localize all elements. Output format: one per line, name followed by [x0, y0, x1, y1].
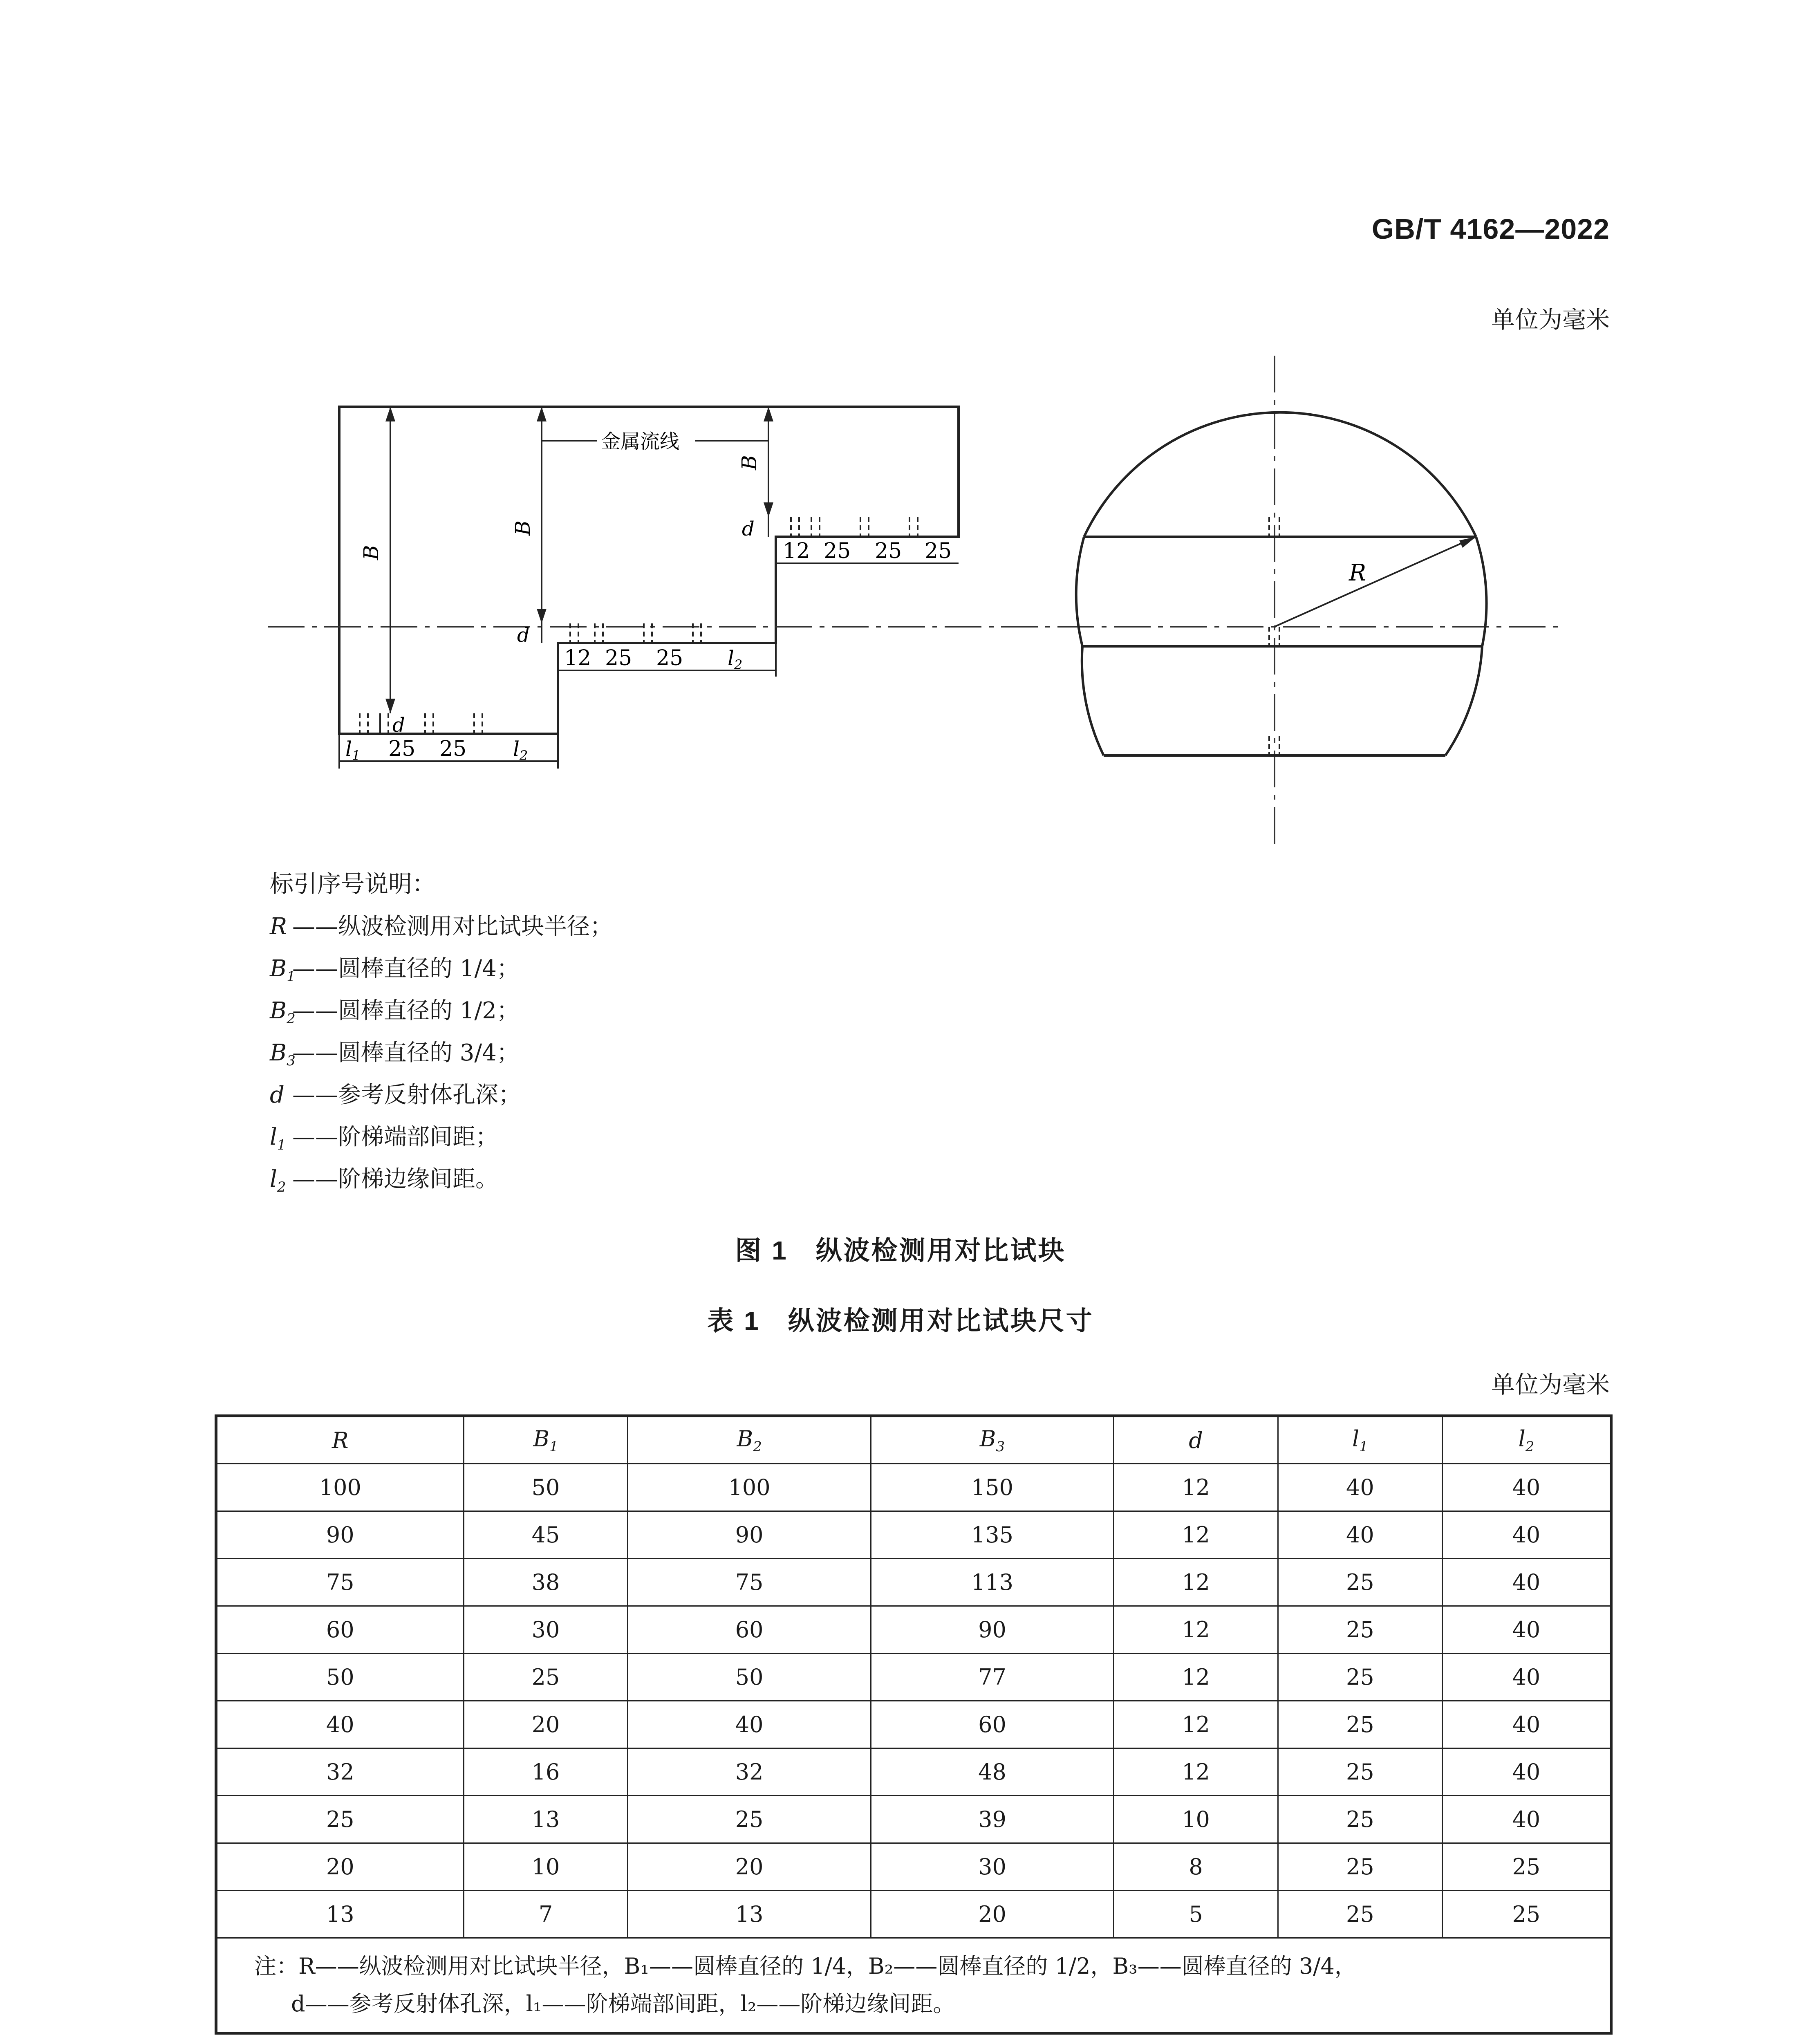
table-cell: 40	[1442, 1654, 1611, 1701]
table-cell: 90	[628, 1511, 871, 1559]
table-cell: 16	[464, 1748, 628, 1796]
b1-label: B	[737, 455, 761, 470]
step-block-outline	[339, 407, 959, 734]
unit-note-table: 单位为毫米	[1491, 1371, 1610, 1399]
metal-flow-label: 金属流线	[601, 430, 680, 453]
table-cell: 12	[1114, 1511, 1278, 1559]
table-cell: 75	[628, 1559, 871, 1606]
table-cell: 32	[216, 1748, 464, 1796]
unit-note-figure: 单位为毫米	[1491, 306, 1610, 334]
table-cell: 48	[871, 1748, 1113, 1796]
table-cell: 100	[216, 1464, 464, 1511]
dim-middle-2: 25	[656, 646, 683, 670]
b3-label: B	[359, 545, 383, 560]
table-cell: 30	[871, 1843, 1113, 1891]
legend-item-b3: $B_3$ ——圆棒直径的 3/4；	[270, 1040, 520, 1069]
dim-upper-3: 25	[925, 539, 952, 563]
table-cell: 25	[1278, 1559, 1442, 1606]
l2-label-middle: $l_2$	[728, 646, 743, 672]
table-cell: 113	[871, 1559, 1113, 1606]
table-cell: 40	[1442, 1559, 1611, 1606]
dim-lower-0: 25	[388, 737, 416, 761]
table-cell: 25	[1278, 1843, 1442, 1891]
table-row	[216, 1843, 1611, 1891]
table-cell: 12	[1114, 1654, 1278, 1701]
l2-label-lower: $l_2$	[513, 737, 528, 763]
table-cell: 38	[464, 1559, 628, 1606]
table-cell: 10	[1114, 1796, 1278, 1843]
table-row	[216, 1891, 1611, 1938]
table-cell: 150	[871, 1464, 1113, 1511]
table-row	[216, 1748, 1611, 1796]
legend-item-l1: $l_1$ ——阶梯端部间距；	[270, 1124, 498, 1154]
legend	[270, 905, 613, 1200]
table-row	[216, 1559, 1611, 1606]
legend-item-d: d ——参考反射体孔深；	[270, 1082, 521, 1108]
table-cell: 50	[464, 1464, 628, 1511]
table-cell: 20	[464, 1701, 628, 1748]
dim-upper-0: 12	[783, 539, 810, 563]
table-caption: 表 1 纵波检测用对比试块尺寸	[707, 1306, 1094, 1336]
legend-title: 标引序号说明：	[270, 870, 436, 898]
legend-item-b1: $B_1$ ——圆棒直径的 1/4；	[270, 955, 520, 985]
table-cell: 100	[628, 1464, 871, 1511]
table-row	[216, 1796, 1611, 1843]
table-cell: 25	[1278, 1606, 1442, 1654]
table-cell: 13	[464, 1796, 628, 1843]
table-cell: 39	[871, 1796, 1113, 1843]
b2-label: B	[511, 520, 535, 536]
table-cell: 8	[1114, 1843, 1278, 1891]
table-cell: 12	[1114, 1559, 1278, 1606]
table-cell: 13	[216, 1891, 464, 1938]
dim-upper-1: 25	[824, 539, 851, 563]
table-cell: 50	[628, 1654, 871, 1701]
figure-1-drawing	[0, 0, 1801, 867]
dim-middle-1: 25	[605, 646, 632, 670]
table-cell: 32	[628, 1748, 871, 1796]
col-header-d: d	[1114, 1416, 1278, 1464]
table-cell: 12	[1114, 1606, 1278, 1654]
table-cell: 40	[1442, 1701, 1611, 1748]
table-cell: 25	[1442, 1843, 1611, 1891]
table-note-row	[216, 1938, 1611, 2033]
dimension-table	[215, 1414, 1613, 2035]
col-header-b2: $B_2$	[628, 1416, 871, 1464]
table-cell: 12	[1114, 1748, 1278, 1796]
table-row	[216, 1464, 1611, 1511]
table-note-line-2: d——参考反射体孔深，l₁——阶梯端部间距，l₂——阶梯边缘间距。	[291, 1991, 955, 2017]
table-cell: 45	[464, 1511, 628, 1559]
table-cell: 25	[1442, 1891, 1611, 1938]
table-cell: 77	[871, 1654, 1113, 1701]
table-cell: 13	[628, 1891, 871, 1938]
table-cell: 7	[464, 1891, 628, 1938]
dim-middle-0: 12	[564, 646, 591, 670]
radius-label: R	[1349, 560, 1366, 586]
round-section	[1076, 412, 1487, 755]
legend-item-r: R ——纵波检测用对比试块半径；	[270, 913, 613, 940]
table-row	[216, 1511, 1611, 1559]
dim-lower-1: 25	[439, 737, 467, 761]
table-cell: 90	[216, 1511, 464, 1559]
table-cell: 20	[628, 1843, 871, 1891]
vertical-dimensions	[380, 407, 768, 734]
table-cell: 20	[216, 1843, 464, 1891]
col-header-b3: $B_3$	[871, 1416, 1113, 1464]
table-header-row	[216, 1416, 1611, 1464]
d-label-lower: d	[392, 714, 405, 737]
table-cell: 135	[871, 1511, 1113, 1559]
table-cell: 25	[1278, 1701, 1442, 1748]
standard-code: GB/T 4162—2022	[1371, 213, 1610, 245]
table-cell: 12	[1114, 1701, 1278, 1748]
table-cell: 12	[1114, 1464, 1278, 1511]
d-label-middle: d	[517, 624, 530, 647]
l1-label-lower: $l_1$	[345, 737, 361, 763]
table-cell: 60	[628, 1606, 871, 1654]
col-header-b1: $B_1$	[464, 1416, 628, 1464]
table-cell: 50	[216, 1654, 464, 1701]
table-cell: 40	[1278, 1464, 1442, 1511]
dim-upper-2: 25	[875, 539, 902, 563]
table-cell: 25	[1278, 1748, 1442, 1796]
table-cell: 60	[871, 1701, 1113, 1748]
table-row	[216, 1606, 1611, 1654]
table-row	[216, 1701, 1611, 1748]
table-cell: 25	[464, 1654, 628, 1701]
dimension-values	[388, 539, 952, 761]
table-note	[216, 1938, 1611, 2033]
table-row	[216, 1654, 1611, 1701]
legend-item-b2: $B_2$ ——圆棒直径的 1/2；	[270, 997, 520, 1027]
table-cell: 25	[1278, 1891, 1442, 1938]
legend-item-l2: $l_2$ ——阶梯边缘间距。	[270, 1166, 498, 1196]
table-cell: 25	[216, 1796, 464, 1843]
table-cell: 40	[1278, 1511, 1442, 1559]
radius-line	[1275, 537, 1476, 627]
table-cell: 40	[1442, 1464, 1611, 1511]
table-cell: 60	[216, 1606, 464, 1654]
table-cell: 40	[1442, 1511, 1611, 1559]
table-note-line-1: 注：R——纵波检测用对比试块半径，B₁——圆棒直径的 1/4，B₂——圆棒直径的 1/2，B₃——圆棒直径的 3/4，	[254, 1953, 1357, 1979]
table-cell: 40	[1442, 1606, 1611, 1654]
figure-caption: 图 1 纵波检测用对比试块	[735, 1236, 1066, 1265]
col-header-l2: $l_2$	[1442, 1416, 1611, 1464]
table-cell: 25	[1278, 1654, 1442, 1701]
table-cell: 25	[628, 1796, 871, 1843]
table-cell: 75	[216, 1559, 464, 1606]
col-header-r: R	[216, 1416, 464, 1464]
table-cell: 30	[464, 1606, 628, 1654]
table-cell: 90	[871, 1606, 1113, 1654]
radius-arrow	[1459, 537, 1476, 548]
d-label-upper: d	[742, 518, 755, 540]
table-cell: 20	[871, 1891, 1113, 1938]
table-cell: 40	[1442, 1748, 1611, 1796]
table-cell: 40	[628, 1701, 871, 1748]
table-cell: 40	[216, 1701, 464, 1748]
table-cell: 25	[1278, 1796, 1442, 1843]
col-header-l1: $l_1$	[1278, 1416, 1442, 1464]
table-cell: 40	[1442, 1796, 1611, 1843]
table-cell: 5	[1114, 1891, 1278, 1938]
table-cell: 10	[464, 1843, 628, 1891]
